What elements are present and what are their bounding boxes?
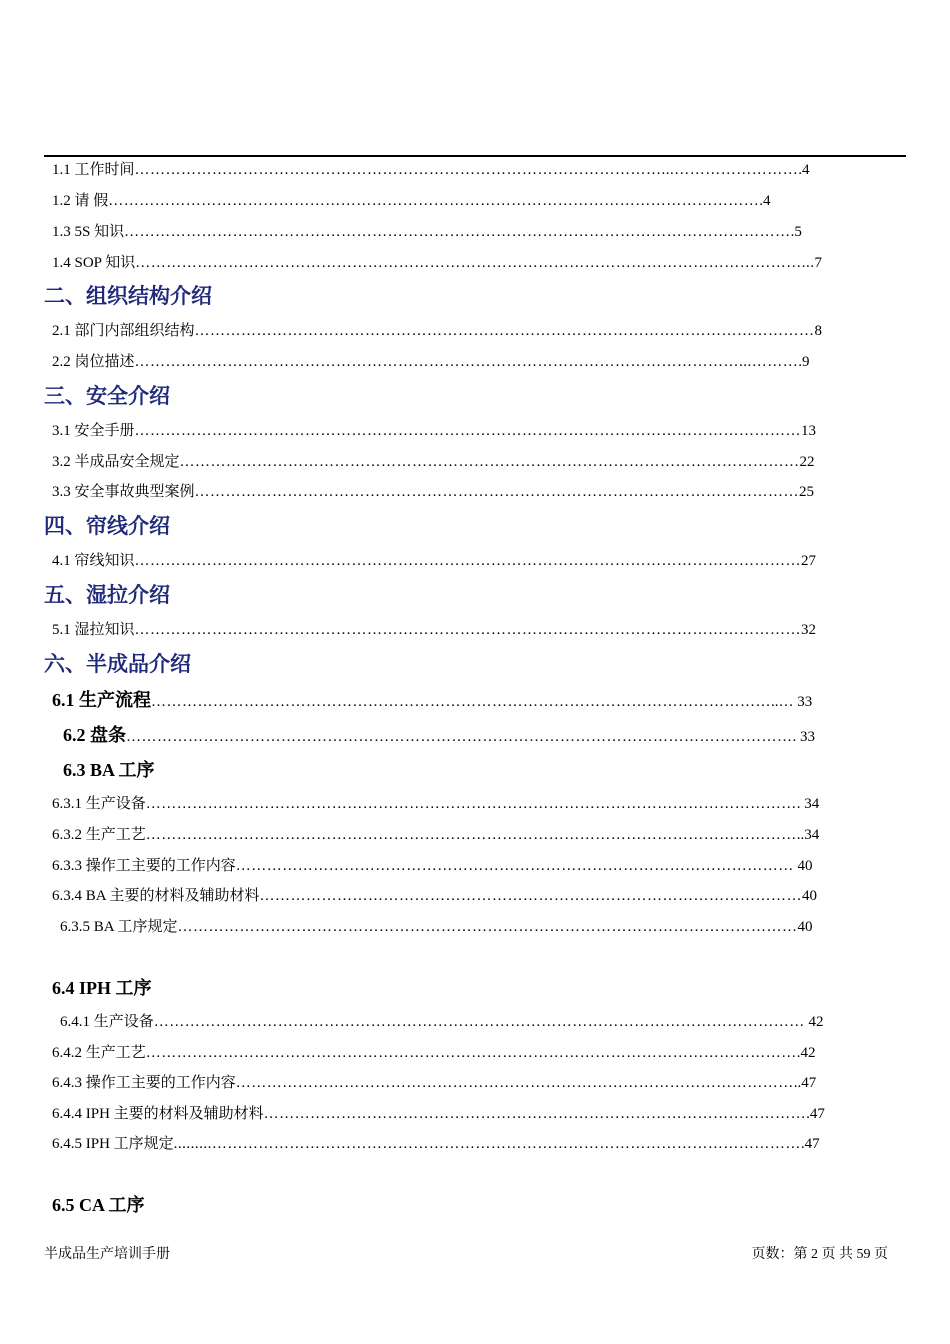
toc-entry[interactable]: 6.3.2 生产工艺………………………………………………………………………………………………………………..34 xyxy=(52,827,820,843)
toc-entry[interactable]: 6.3.3 操作工主要的工作内容……………………………………………………………………………………………… 40 xyxy=(52,858,813,874)
toc-entry[interactable]: 6.2 盘条…………………………………………………………………………………………………………………. 33 xyxy=(63,725,815,745)
header-rule xyxy=(44,155,906,157)
toc-entry[interactable]: 6.3.5 BA 工序规定…………………………………………………………………………………………………………40 xyxy=(60,919,813,935)
toc-entry[interactable]: 6.4.2 生产工艺……………………………………………………………………………………………………………….42 xyxy=(52,1045,816,1061)
toc-entry[interactable]: 1.2 请 假……………………………………………………………………………………………………………….4 xyxy=(52,193,771,209)
toc-entry[interactable]: 6.3.4 BA 主要的材料及辅助材料……………………………………………………………………………………………40 xyxy=(52,888,818,904)
toc-entry[interactable]: 3.2 半成品安全规定…………………………………………………………………………………………………………22 xyxy=(52,454,815,470)
toc-entry[interactable]: 1.4 SOP 知识…………………………………………………………………………………………………………………...7 xyxy=(52,255,822,271)
section-heading: 二、组织结构介绍 xyxy=(44,284,212,308)
toc-entry[interactable]: 1.1 工作时间…………………………………………………………………………………………...…………………….4 xyxy=(52,162,810,178)
toc-entry[interactable]: 6.4.4 IPH 主要的材料及辅助材料…………………………………………………………………………………………….47 xyxy=(52,1106,825,1122)
toc-entry[interactable]: 2.2 岗位描述………………………………………………………………………………………………………...……….9 xyxy=(52,354,810,370)
footer-title: 半成品生产培训手册 xyxy=(44,1247,170,1262)
toc-entry[interactable]: 6.4.1 生产设备……………………………………………………………………………………………………………… 42 xyxy=(60,1014,824,1030)
section-heading: 五、湿拉介绍 xyxy=(44,583,170,607)
toc-subheading: 6.3 BA 工序 xyxy=(63,760,155,780)
toc-entry[interactable]: 6.4.5 IPH 工序规定.........…………………………………………………………………………………………………….47 xyxy=(52,1136,820,1152)
toc-entry[interactable]: 1.3 5S 知识………………………………………………………………………………………………………………….5 xyxy=(52,224,802,240)
footer-page-count: 页数：第 2 页 共 59 页 xyxy=(751,1247,888,1262)
toc-entry[interactable]: 3.1 安全手册…………………………………………………………………………………………………………………13 xyxy=(52,423,817,439)
toc-entry[interactable]: 5.1 湿拉知识…………………………………………………………………………………………………………………32 xyxy=(52,622,817,638)
toc-entry[interactable]: 6.3.1 生产设备………………………………………………………………………………………………………………. 34 xyxy=(52,796,820,812)
toc-entry[interactable]: 2.1 部门内部组织结构…………………………………………………………………………………………………………8 xyxy=(52,323,823,339)
toc-entry[interactable]: 3.3 安全事故典型案例………………………………………………………………………………………………………25 xyxy=(52,484,815,500)
toc-subheading: 6.4 IPH 工序 xyxy=(52,978,152,998)
toc-entry[interactable]: 6.1 生产流程…………………………………………………………………………………………………………..… 33 xyxy=(52,690,813,710)
section-heading: 三、安全介绍 xyxy=(44,384,170,408)
section-heading: 四、帘线介绍 xyxy=(44,514,170,538)
toc-entry[interactable]: 6.4.3 操作工主要的工作内容………………………………………………………………………………………………..47 xyxy=(52,1075,817,1091)
toc-subheading: 6.5 CA 工序 xyxy=(52,1195,145,1215)
section-heading: 六、半成品介绍 xyxy=(44,652,191,676)
toc-entry[interactable]: 4.1 帘线知识…………………………………………………………………………………………………………………27 xyxy=(52,553,817,569)
